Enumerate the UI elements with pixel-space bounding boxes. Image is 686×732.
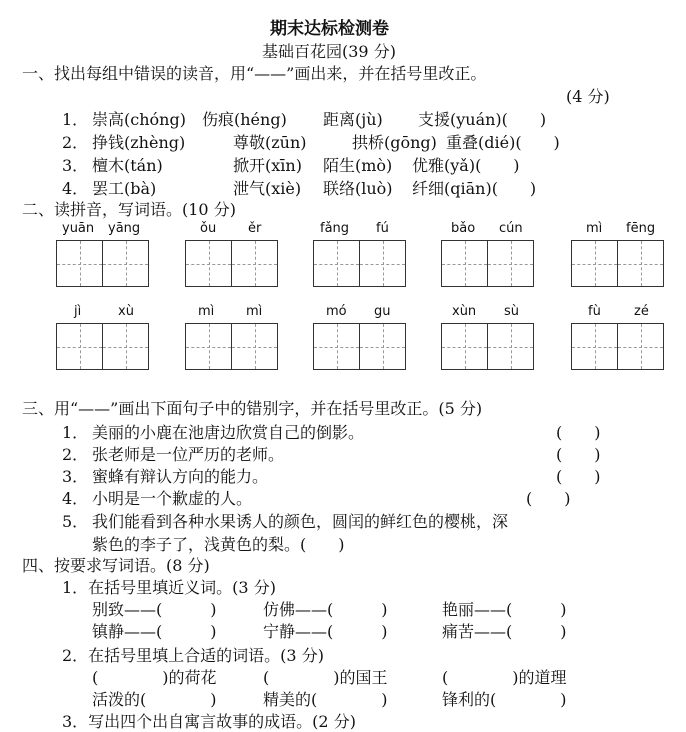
writing-box[interactable] bbox=[56, 323, 103, 370]
pinyin: cún bbox=[499, 221, 523, 236]
pinyin: jì bbox=[74, 304, 82, 319]
pinyin: yuān bbox=[62, 221, 95, 236]
phrase-item: 精美的( ) bbox=[263, 690, 388, 709]
pinyin: zé bbox=[634, 304, 649, 319]
pinyin: ǒu bbox=[200, 221, 217, 236]
writing-box[interactable] bbox=[313, 323, 360, 370]
q3-sentence: 美丽的小鹿在池唐边欣赏自己的倒影。 bbox=[92, 423, 365, 442]
q1-word: 陌生(mò) bbox=[323, 156, 393, 175]
q2-heading: 二、读拼音，写词语。(10 分) bbox=[22, 200, 236, 219]
pinyin: ěr bbox=[248, 221, 262, 236]
writing-box[interactable] bbox=[487, 240, 534, 287]
writing-box[interactable] bbox=[185, 323, 232, 370]
q1-word: 联络(luò) bbox=[323, 179, 393, 198]
q4-sub1-label: 1．在括号里填近义词。(3 分) bbox=[62, 578, 276, 597]
synonym-item: 痛苦——( ) bbox=[442, 622, 567, 641]
writing-box[interactable] bbox=[487, 323, 534, 370]
pinyin: fēng bbox=[626, 221, 656, 236]
answer-paren[interactable]: ( ) bbox=[556, 423, 601, 442]
q1-word: 伤痕(héng) bbox=[202, 110, 287, 129]
answer-paren[interactable]: ( ) bbox=[526, 489, 571, 508]
q1-word: 崇高(chóng) bbox=[92, 110, 186, 129]
pinyin: sù bbox=[504, 304, 520, 319]
q1-word: 泄气(xiè) bbox=[233, 179, 302, 198]
writing-box[interactable] bbox=[571, 240, 618, 287]
section-subtitle: 基础百花园(39 分) bbox=[262, 42, 396, 61]
q4-sub2-label: 2．在括号里填上合适的词语。(3 分) bbox=[62, 646, 324, 665]
q3-sentence: 我们能看到各种水果诱人的颜色，圆闰的鲜红色的樱桃，深 bbox=[92, 512, 509, 531]
phrase-item: 活泼的( ) bbox=[92, 690, 217, 709]
pinyin: mì bbox=[246, 304, 263, 319]
synonym-item: 别致——( ) bbox=[92, 600, 217, 619]
pinyin: fǎng bbox=[320, 221, 350, 236]
q1-word: 支援(yuán)( ) bbox=[418, 110, 547, 129]
q1-word: 尊敬(zūn) bbox=[233, 133, 307, 152]
q3-heading: 三、用“——”画出下面句子中的错别字，并在括号里改正。(5 分) bbox=[22, 399, 483, 418]
pinyin: fú bbox=[376, 221, 389, 236]
writing-box[interactable] bbox=[185, 240, 232, 287]
q3-sentence: 小明是一个歉虚的人。 bbox=[92, 489, 253, 508]
q1-word: 纤细(qiān)( ) bbox=[412, 179, 537, 198]
q1-word: 重叠(dié)( ) bbox=[446, 133, 560, 152]
synonym-item: 仿佛——( ) bbox=[263, 600, 388, 619]
writing-box[interactable] bbox=[56, 240, 103, 287]
writing-box[interactable] bbox=[102, 240, 149, 287]
phrase-item: 锋利的( ) bbox=[442, 690, 567, 709]
q3-num: 3． bbox=[62, 467, 89, 486]
q3-num: 1． bbox=[62, 423, 89, 442]
q1-word: 挣钱(zhèng) bbox=[92, 133, 186, 152]
pinyin: bǎo bbox=[451, 221, 476, 236]
pinyin: gu bbox=[374, 304, 391, 319]
q3-num: 5． bbox=[62, 512, 89, 531]
pinyin: fù bbox=[588, 304, 601, 319]
phrase-item: ( )的道理 bbox=[442, 668, 567, 687]
pinyin: mó bbox=[326, 304, 347, 319]
q1-num: 3． bbox=[62, 156, 89, 175]
writing-box[interactable] bbox=[359, 323, 406, 370]
answer-paren[interactable]: ( ) bbox=[556, 467, 601, 486]
writing-box[interactable] bbox=[441, 240, 488, 287]
q1-word: 檀木(tán) bbox=[92, 156, 163, 175]
pinyin: yāng bbox=[108, 221, 141, 236]
q1-heading: 一、找出每组中错误的读音，用“——”画出来，并在括号里改正。 bbox=[22, 64, 487, 83]
page-title: 期末达标检测卷 bbox=[270, 19, 389, 39]
q1-word: 距离(jù) bbox=[323, 110, 383, 129]
q1-row-4 bbox=[62, 179, 88, 199]
pinyin: mì bbox=[198, 304, 215, 319]
q1-score: (4 分) bbox=[566, 87, 610, 106]
q1-row-2 bbox=[62, 133, 88, 153]
q4-heading: 四、按要求写词语。(8 分) bbox=[22, 556, 210, 575]
q3-num: 4． bbox=[62, 489, 89, 508]
q1-word: 掀开(xīn) bbox=[233, 156, 302, 175]
pinyin: mì bbox=[586, 221, 603, 236]
q4-sub3-label: 3．写出四个出自寓言故事的成语。(2 分) bbox=[62, 712, 356, 731]
answer-paren[interactable]: ( ) bbox=[556, 445, 601, 464]
q3-sentence: 张老师是一位严历的老师。 bbox=[92, 445, 285, 464]
pinyin: xù bbox=[118, 304, 134, 319]
writing-box[interactable] bbox=[102, 323, 149, 370]
synonym-item: 镇静——( ) bbox=[92, 622, 217, 641]
q1-word: 优雅(yǎ)( ) bbox=[412, 156, 520, 175]
q1-num: 4． bbox=[62, 179, 89, 198]
q1-row-1 bbox=[62, 110, 88, 130]
q1-word: 拱桥(gōng) bbox=[352, 133, 437, 152]
writing-box[interactable] bbox=[617, 323, 664, 370]
q3-sentence-cont: 紫色的李子了，浅黄色的梨。( ) bbox=[92, 535, 345, 554]
synonym-item: 宁静——( ) bbox=[263, 622, 388, 641]
phrase-item: ( )的荷花 bbox=[92, 668, 217, 687]
writing-box[interactable] bbox=[231, 323, 278, 370]
synonym-item: 艳丽——( ) bbox=[442, 600, 567, 619]
q3-sentence: 蜜蜂有辩认方向的能力。 bbox=[92, 467, 269, 486]
q3-num: 2． bbox=[62, 445, 89, 464]
q1-word: 罢工(bà) bbox=[92, 179, 157, 198]
writing-box[interactable] bbox=[441, 323, 488, 370]
writing-box[interactable] bbox=[313, 240, 360, 287]
writing-box[interactable] bbox=[231, 240, 278, 287]
q1-num: 1． bbox=[62, 110, 89, 129]
pinyin: xùn bbox=[452, 304, 477, 319]
writing-box[interactable] bbox=[359, 240, 406, 287]
writing-box[interactable] bbox=[617, 240, 664, 287]
phrase-item: ( )的国王 bbox=[263, 668, 388, 687]
writing-box[interactable] bbox=[571, 323, 618, 370]
q1-row-3 bbox=[62, 156, 88, 176]
q1-num: 2． bbox=[62, 133, 89, 152]
